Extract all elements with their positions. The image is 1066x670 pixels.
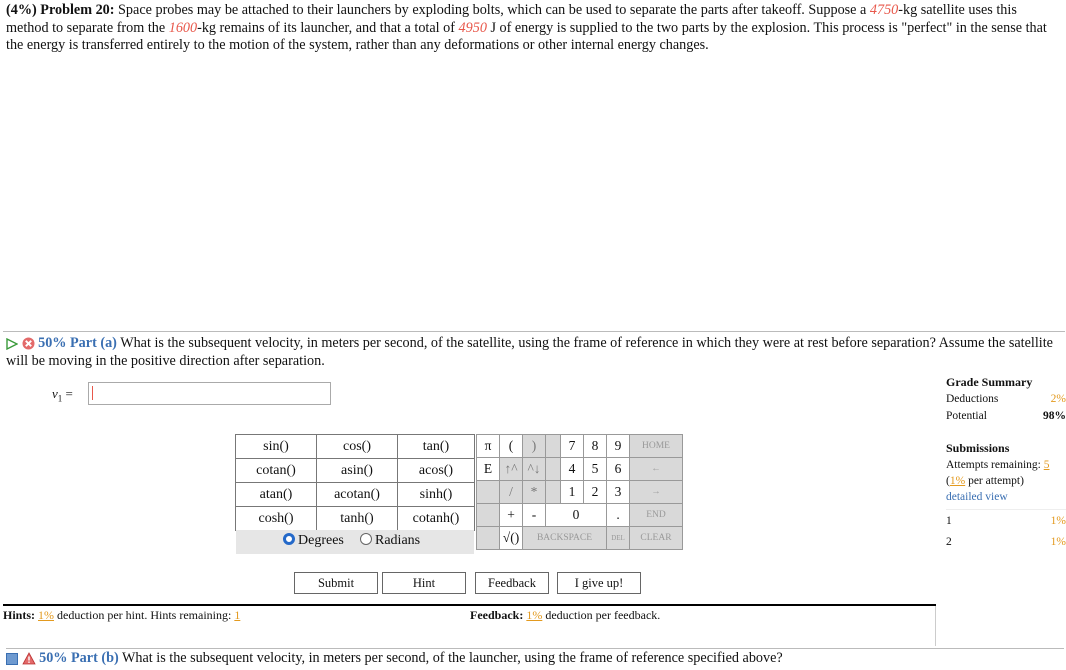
detailed-view-link[interactable]: detailed view <box>946 491 1008 503</box>
problem-text: J of energy is supplied to the two parts by the explosion. This process is "perfect" in the sense that the energy is transferred entirely to the motion of the system, rather than any deformations or other internal energy changes. <box>6 19 1047 53</box>
divider <box>3 604 936 606</box>
submission-deduction: 1% <box>1050 515 1066 527</box>
part-b-label: 50% Part (b) <box>39 650 119 666</box>
keypad <box>476 434 683 550</box>
key-multiply[interactable]: * <box>523 481 546 504</box>
key-del[interactable]: DEL <box>607 527 630 550</box>
part-a-header <box>6 334 1064 370</box>
key-8[interactable]: 8 <box>584 435 607 458</box>
key-2[interactable]: 2 <box>584 481 607 504</box>
problem-statement <box>6 2 1062 55</box>
key-0[interactable]: 0 <box>546 504 607 527</box>
key-6[interactable]: 6 <box>607 458 630 481</box>
hint-button[interactable]: Hint <box>382 572 466 594</box>
key-end[interactable]: END <box>630 504 683 527</box>
problem-text: -kg remains of its launcher, and that a total of <box>197 19 455 36</box>
answer-variable-label: $v_1$ = <box>52 386 73 404</box>
part-b-header <box>6 648 1064 667</box>
problem-title: Problem 20: <box>40 2 115 18</box>
divider <box>935 606 936 646</box>
key-plus[interactable]: + <box>500 504 523 527</box>
key-up[interactable]: ↑^ <box>500 458 523 481</box>
key-left[interactable]: ← <box>630 458 683 481</box>
feedback-button[interactable]: Feedback <box>475 572 549 594</box>
collapsed-square-icon[interactable] <box>6 653 18 665</box>
key-lparen[interactable]: ( <box>500 435 523 458</box>
key-pi[interactable]: π <box>477 435 500 458</box>
problem-text: Space probes may be attached to their launchers by exploding bolts, which can be used to separate the parts after takeoff. Suppose a <box>118 2 867 18</box>
energy-value: 4950 <box>458 19 487 36</box>
launcher-mass: 1600 <box>168 19 198 36</box>
func-asin-button[interactable]: asin() <box>317 459 398 483</box>
key-9[interactable]: 9 <box>607 435 630 458</box>
degrees-option[interactable]: Degrees <box>283 533 344 549</box>
incorrect-x-icon <box>22 337 35 350</box>
key-right[interactable]: → <box>630 481 683 504</box>
submission-number: 2 <box>946 536 952 548</box>
key-minus[interactable]: - <box>523 504 546 527</box>
func-atan-button[interactable]: atan() <box>236 483 317 507</box>
func-cotanh-button[interactable]: cotanh() <box>398 507 475 531</box>
submit-button[interactable]: Submit <box>294 572 378 594</box>
key-1[interactable]: 1 <box>561 481 584 504</box>
warning-icon <box>22 652 36 665</box>
key-sqrt[interactable]: √() <box>500 527 523 550</box>
submissions-title: Submissions <box>946 441 1010 455</box>
attempts-info: Attempts remaining: 5 (1% per attempt) detailed view <box>946 459 1050 503</box>
func-tanh-button[interactable]: tanh() <box>317 507 398 531</box>
degrees-radio[interactable] <box>283 533 295 545</box>
key-4[interactable]: 4 <box>561 458 584 481</box>
key-e[interactable]: E <box>477 458 500 481</box>
give-up-button[interactable]: I give up! <box>557 572 641 594</box>
func-acos-button[interactable]: acos() <box>398 459 475 483</box>
submission-number: 1 <box>946 515 952 527</box>
function-palette <box>235 434 475 531</box>
func-acotan-button[interactable]: acotan() <box>317 483 398 507</box>
deductions-value: 2% <box>1050 393 1066 405</box>
potential-label: Potential <box>946 410 987 422</box>
key-down[interactable]: ^↓ <box>523 458 546 481</box>
key-backspace[interactable]: BACKSPACE <box>523 527 607 550</box>
func-sinh-button[interactable]: sinh() <box>398 483 475 507</box>
key-rparen[interactable]: ) <box>523 435 546 458</box>
func-cotan-button[interactable]: cotan() <box>236 459 317 483</box>
key-3[interactable]: 3 <box>607 481 630 504</box>
answer-input[interactable] <box>88 382 331 405</box>
key-home[interactable]: HOME <box>630 435 683 458</box>
radians-option[interactable]: Radians <box>360 533 420 549</box>
play-icon[interactable] <box>6 338 18 350</box>
key-7[interactable]: 7 <box>561 435 584 458</box>
key-dot[interactable]: . <box>607 504 630 527</box>
problem-text: -kg satellite uses this method to separate from the <box>6 2 1017 36</box>
problem-weight: (4%) <box>6 2 37 18</box>
submission-deduction: 1% <box>1050 536 1066 548</box>
text-caret <box>92 386 93 400</box>
key-5[interactable]: 5 <box>584 458 607 481</box>
potential-value: 98% <box>1043 410 1066 422</box>
part-a-label: 50% Part (a) <box>38 335 117 351</box>
deductions-label: Deductions <box>946 393 999 405</box>
part-a-question: What is the subsequent velocity, in meters per second, of the satellite, using the frame of reference in which they were at rest before separation? Assume the satellite will be moving in the positive direction after separation. <box>6 335 1053 369</box>
func-sin-button[interactable]: sin() <box>236 435 317 459</box>
angle-mode-row <box>236 530 474 554</box>
func-tan-button[interactable]: tan() <box>398 435 475 459</box>
radians-radio[interactable] <box>360 533 372 545</box>
key-divide[interactable]: / <box>500 481 523 504</box>
feedback-info: Feedback: 1% deduction per feedback. <box>470 608 661 622</box>
hints-info: Hints: 1% deduction per hint. Hints remaining: 1 <box>3 608 241 622</box>
key-clear[interactable]: CLEAR <box>630 527 683 550</box>
grade-summary-title: Grade Summary <box>946 375 1033 389</box>
func-cosh-button[interactable]: cosh() <box>236 507 317 531</box>
part-b-question: What is the subsequent velocity, in meters per second, of the launcher, using the frame of reference specified above? <box>121 650 783 666</box>
satellite-mass: 4750 <box>869 2 899 18</box>
func-cos-button[interactable]: cos() <box>317 435 398 459</box>
grade-summary <box>946 374 1066 551</box>
